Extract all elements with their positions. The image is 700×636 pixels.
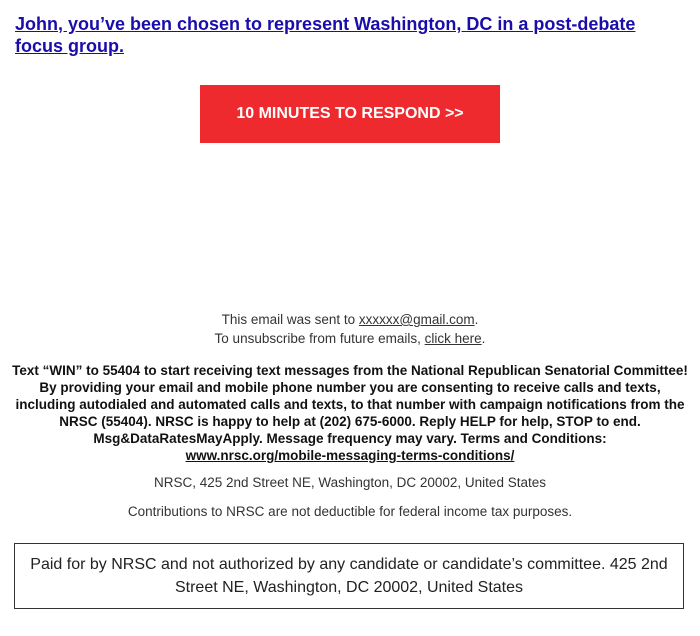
address-text: NRSC, 425 2nd Street NE, Washington, DC 20002, United States bbox=[154, 475, 546, 490]
recipient-email-link[interactable]: xxxxxx@gmail.com bbox=[358, 312, 475, 327]
unsubscribe-line bbox=[12, 329, 688, 348]
sms-text: Text “WIN” to 55404 to start receiving text messages from the National Republican Senatorial Committee! By providing your email and mobile phone number you are consenting to receive calls and texts, including autodialed and automated calls and texts, to that number with campaign notifications from the NRSC (55404). NRSC is happy to help at (202) 675-6000. Reply HELP for help, STOP to end. Msg&DataRatesMayApply. Message frequency may vary. Terms and Conditions: bbox=[12, 363, 688, 446]
contributions-notice: Contributions to NRSC are not deductible for federal income tax purposes. bbox=[127, 504, 573, 519]
respond-button[interactable]: 10 MINUTES TO RESPOND >> bbox=[200, 85, 500, 143]
unsubscribe-prefix: To unsubscribe from future emails, bbox=[214, 331, 425, 346]
unsubscribe-suffix: . bbox=[481, 331, 486, 346]
paid-for-box bbox=[14, 543, 684, 609]
sent-suffix: . bbox=[474, 312, 479, 327]
sent-line bbox=[12, 310, 688, 329]
sent-prefix: This email was sent to bbox=[221, 312, 359, 327]
terms-link[interactable]: www.nrsc.org/mobile-messaging-terms-conditions/ bbox=[185, 448, 515, 463]
headline-link[interactable]: John, you’ve been chosen to represent Washington, DC in a post-debate focus group. bbox=[15, 14, 636, 56]
sent-notice bbox=[12, 310, 688, 348]
sms-disclaimer bbox=[12, 362, 688, 464]
unsubscribe-link[interactable]: click here bbox=[424, 331, 482, 346]
paid-for-text: Paid for by NRSC and not authorized by any candidate or candidate’s committee. 425 2nd Street NE, Washington, DC 20002, United States bbox=[30, 556, 668, 596]
